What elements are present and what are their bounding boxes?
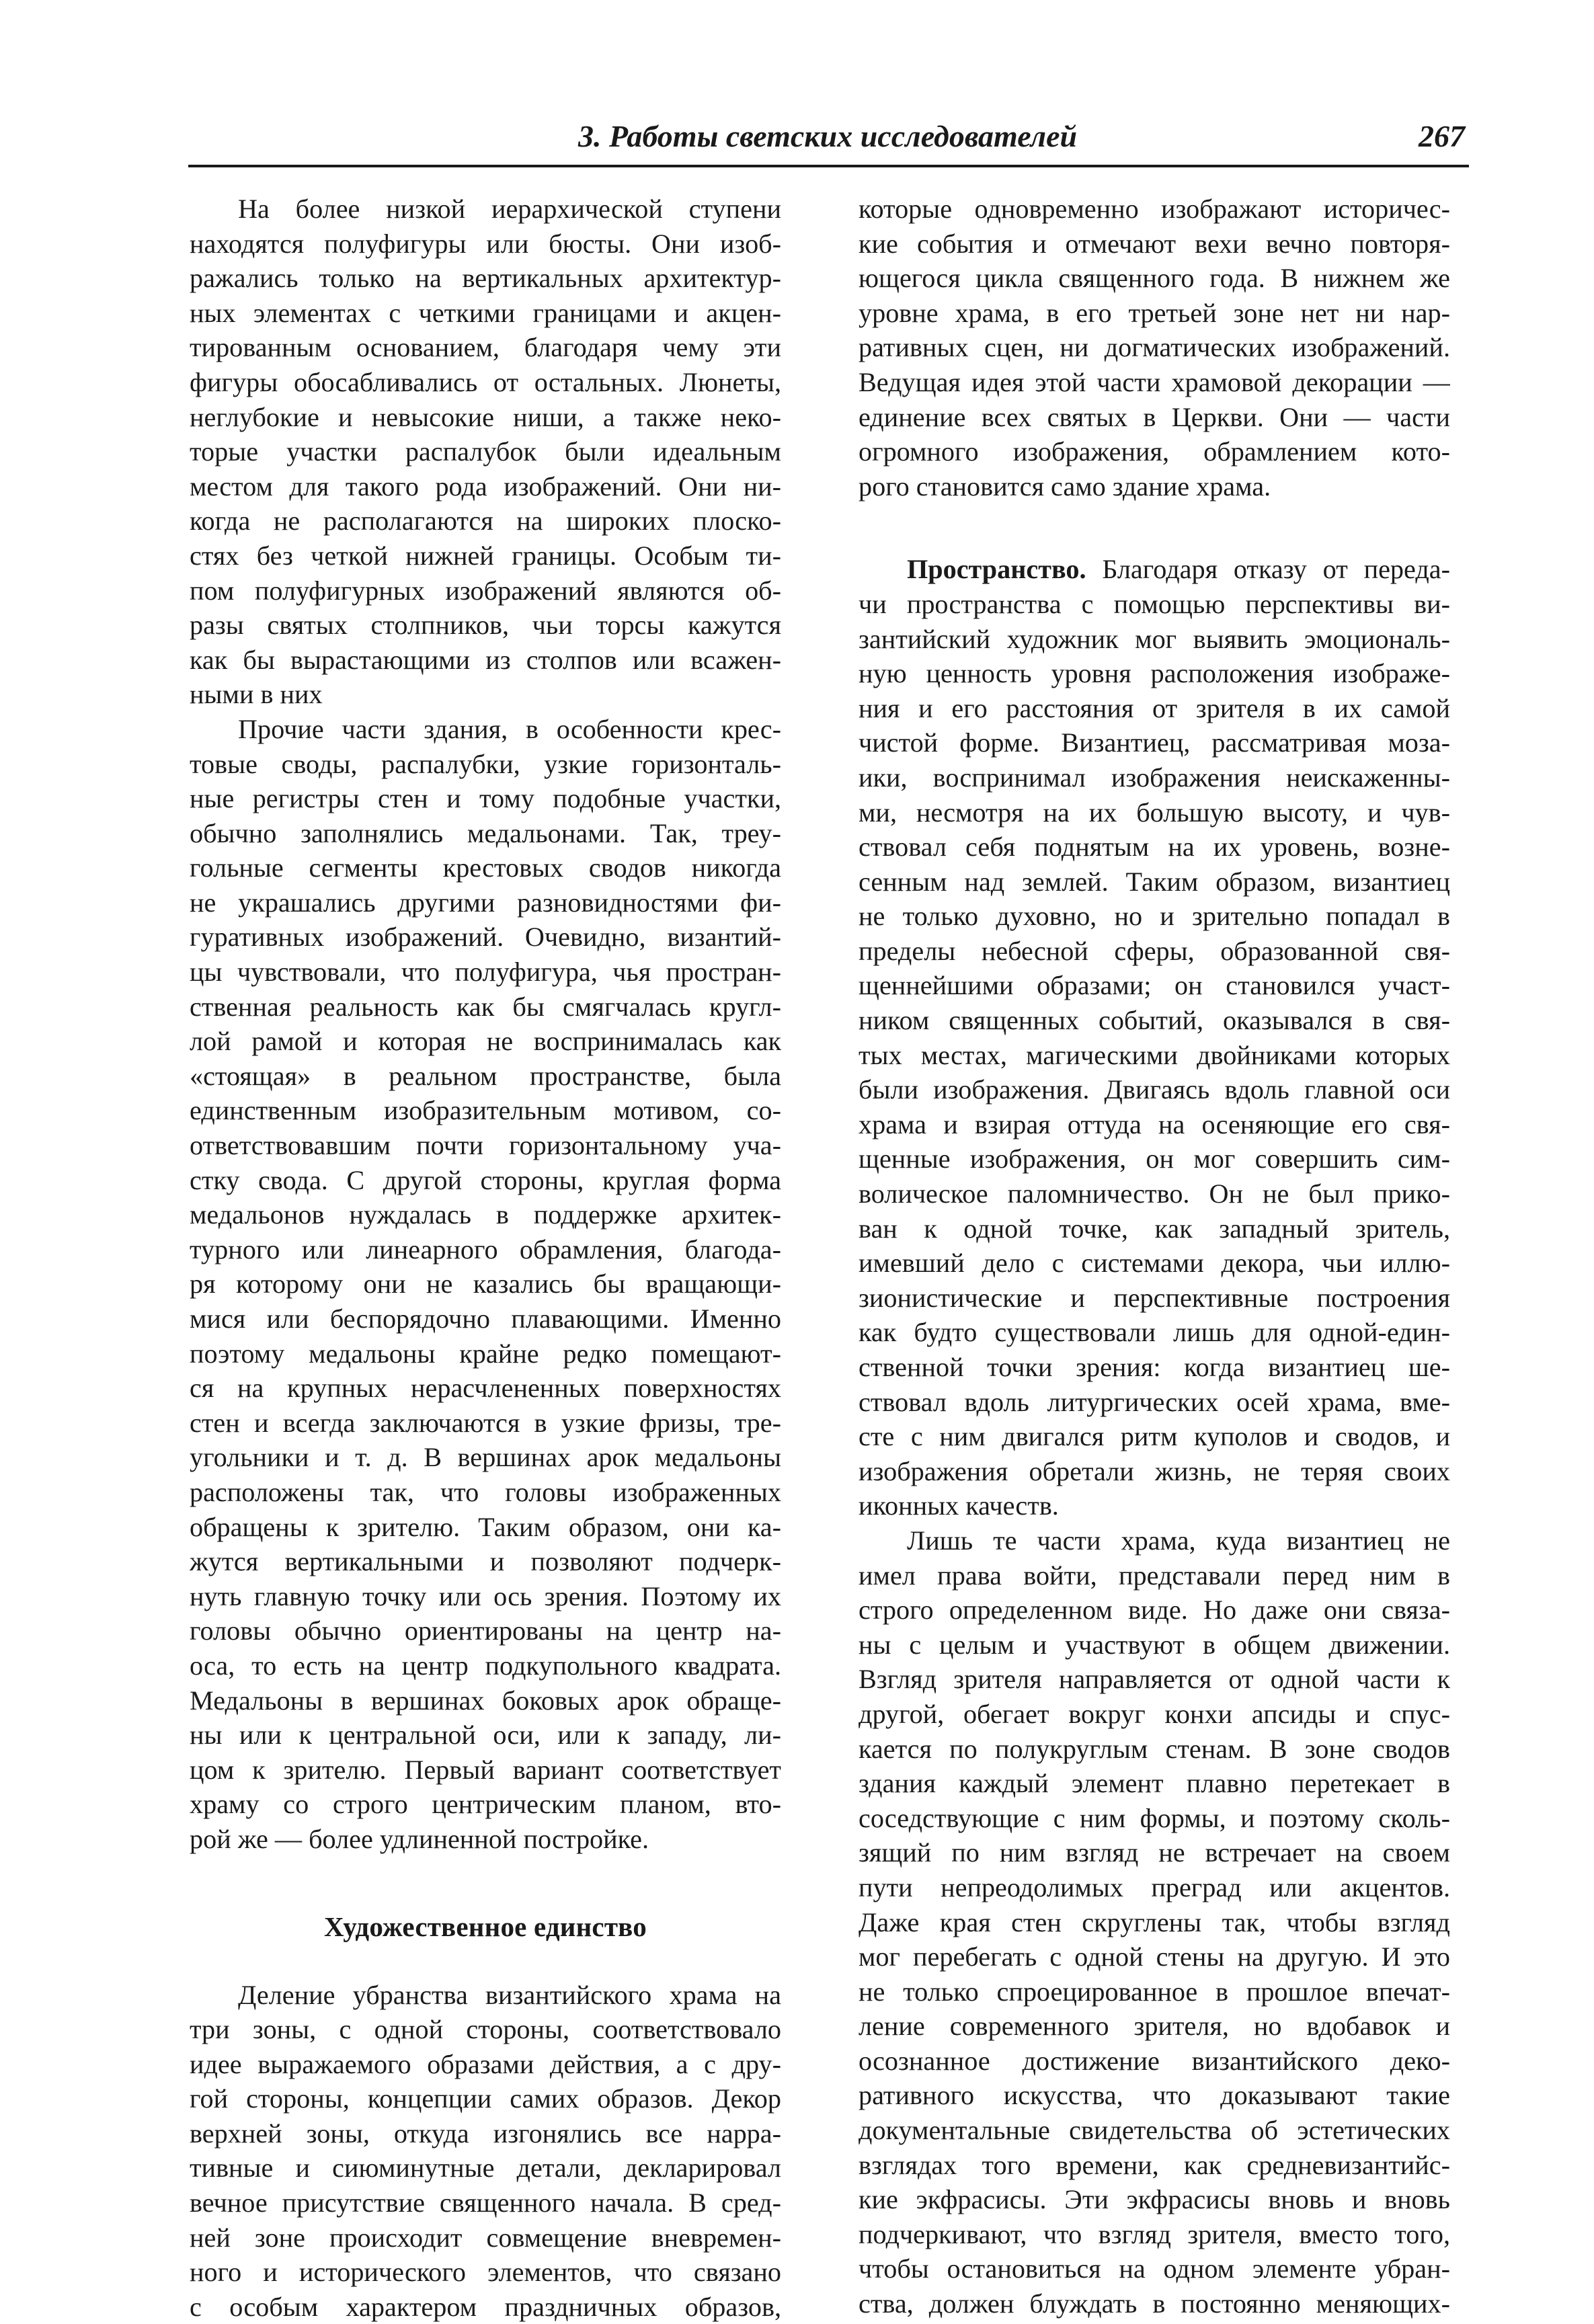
text-line: [859, 552, 1450, 587]
text-line: ление современного зрителя, но вдобавок и: [859, 2009, 1450, 2044]
text-line: сте с ним двигался ритм куполов и сводов, и: [859, 1419, 1450, 1454]
text-line: идее выражаемого образами действия, а с дру-: [190, 2047, 781, 2082]
text-line: кие события и отмечают вехи вечно повторя-: [859, 227, 1450, 262]
text-line: ики, воспринимал изображения неискаженны-: [859, 760, 1450, 795]
text-line: ся на крупных нерасчлененных поверхностях: [190, 1371, 781, 1406]
text-line: ми, несмотря на их большую высоту, и чув-: [859, 795, 1450, 830]
text-line: изображения обретали жизнь, не теряя своих: [859, 1454, 1450, 1489]
paragraph: [859, 1523, 1450, 2321]
text-line: кие экфрасисы. Эти экфрасисы вновь и вновь: [859, 2182, 1450, 2217]
paragraph: [190, 1978, 781, 2324]
text-line: тивные и сиюминутные детали, декларировал: [190, 2151, 781, 2186]
text-line: пути непреодолимых преград или акцентов.: [859, 1870, 1450, 1905]
text-line: взглядах того времени, как средневизантийс-: [859, 2148, 1450, 2183]
text-line: ответствовавшим почти горизонтальному уча-: [190, 1128, 781, 1163]
text-line: ны или к центральной оси, или к западу, ли-: [190, 1718, 781, 1753]
text-line: кается по полукруглым стенам. В зоне сводов: [859, 1732, 1450, 1767]
spacer: [190, 1948, 781, 1978]
text-line: ря которому они не казались бы вращающи-: [190, 1267, 781, 1301]
section-heading: Художественное единство: [190, 1905, 781, 1948]
text-line: стен и всегда заключаются в узкие фризы, тре-: [190, 1406, 781, 1441]
text-line: головы обычно ориентированы на центр на-: [190, 1613, 781, 1648]
text-line: разы святых столпников, чьи торсы кажутся: [190, 608, 781, 643]
text-line: не только спроецированное в прошлое впечат-: [859, 1974, 1450, 2009]
text-line: ния и его расстояния от зрителя в их самой: [859, 691, 1450, 726]
text-line: сенным над землей. Таким образом, византиец: [859, 865, 1450, 899]
text-line: строго определенном виде. Но даже они связа-: [859, 1593, 1450, 1628]
text-line: Прочие части здания, в особенности крес-: [190, 712, 781, 747]
text-line: пределы небесной сферы, образованной свя-: [859, 934, 1450, 969]
text-line: поэтому медальоны крайне редко помещают-: [190, 1336, 781, 1371]
text-line: единение всех святых в Церкви. Они — части: [859, 400, 1450, 435]
text-line: ства, должен блуждать в постоянно меняющих-: [859, 2286, 1450, 2321]
text-line: рого становится само здание храма.: [859, 469, 1450, 504]
text-line: товые своды, распалубки, узкие горизонталь-: [190, 747, 781, 782]
text-line: ствовал вдоль литургических осей храма, вме-: [859, 1385, 1450, 1420]
text-line: находятся полуфигуры или бюсты. Они изоб-: [190, 227, 781, 262]
text-line: ных элементах с четкими границами и акцен-: [190, 296, 781, 331]
text-line: щенные изображения, он мог совершить сим-: [859, 1141, 1450, 1176]
text-line: документальные свидетельства об эстетических: [859, 2113, 1450, 2148]
text-line: храму со строго центрическим планом, вто-: [190, 1787, 781, 1822]
text-line: ственной точки зрения: когда византиец ше-: [859, 1350, 1450, 1385]
text-line: Деление убранства византийского храма на: [190, 1978, 781, 2013]
page-number: 267: [1419, 116, 1465, 157]
text-line: другой, обегает вокруг конхи апсиды и спус-: [859, 1697, 1450, 1732]
text-line: которые одновременно изображают историчес-: [859, 192, 1450, 227]
text-line: лой рамой и которая не воспринималась как: [190, 1024, 781, 1059]
runin-heading: Пространство.: [907, 554, 1086, 584]
text-line: ны с целым и участвуют в общем движении.: [859, 1628, 1450, 1662]
text-line: «стоящая» в реальном пространстве, была: [190, 1059, 781, 1094]
text-line: когда не располагаются на широких плоско-: [190, 504, 781, 538]
text-line: ющегося цикла священного года. В нижнем же: [859, 261, 1450, 296]
text-line: местом для такого рода изображений. Они ни-: [190, 469, 781, 504]
text-line: имевший дело с системами декора, чьи иллю-: [859, 1246, 1450, 1281]
spacer: [190, 1857, 781, 1905]
running-title: 3. Работы светских исследователей: [578, 116, 1077, 157]
text-line: ней зоне происходит совмещение вневремен-: [190, 2220, 781, 2255]
text-line: пом полуфигурных изображений являются об-: [190, 573, 781, 608]
text-line: Взгляд зрителя направляется от одной части к: [859, 1662, 1450, 1697]
text-line: мися или беспорядочно плавающими. Именно: [190, 1301, 781, 1336]
text-line: ные регистры стен и тому подобные участки,: [190, 781, 781, 816]
text-line: обращены к зрителю. Таким образом, они ка-: [190, 1510, 781, 1545]
text-line: уровне храма, в его третьей зоне нет ни нар-: [859, 296, 1450, 331]
text-line: гольные сегменты крестовых сводов никогда: [190, 850, 781, 885]
text-line: Лишь те части храма, куда византиец не: [859, 1523, 1450, 1558]
text-line: тированным основанием, благодаря чему эти: [190, 330, 781, 365]
text-line: жутся вертикальными и позволяют подчерк-: [190, 1544, 781, 1579]
paragraph: [190, 712, 781, 1857]
text-line: ного и исторического элементов, что связано: [190, 2255, 781, 2290]
text-line: ративного искусства, что доказывают такие: [859, 2078, 1450, 2113]
running-head: [188, 111, 1469, 167]
right-column: [859, 192, 1450, 2321]
text-line: зионистические и перспективные построения: [859, 1281, 1450, 1316]
text-line: Ведущая идея этой части храмовой декорации —: [859, 365, 1450, 400]
text-line: чистой форме. Византиец, рассматривая моза-: [859, 725, 1450, 760]
text-line: не только духовно, но и зрительно попадал в: [859, 899, 1450, 934]
left-column: [190, 192, 781, 2324]
text-line: ником священных событий, оказывался в свя-: [859, 1003, 1450, 1038]
text-line: не украшались другими разновидностями фи-: [190, 885, 781, 920]
text-line: медальонов нуждалась в поддержке архитек-: [190, 1197, 781, 1232]
text-line: фигуры обосабливались от остальных. Люнеты,: [190, 365, 781, 400]
text-line: Медальоны в вершинах боковых арок обраще-: [190, 1683, 781, 1718]
paragraph: [859, 552, 1450, 1523]
text-line: три зоны, с одной стороны, соответствовало: [190, 2012, 781, 2047]
text-line: гуративных изображений. Очевидно, византий-: [190, 920, 781, 955]
text-line: здания каждый элемент плавно перетекает в: [859, 1766, 1450, 1801]
text-line: как будто существовали лишь для одной-един-: [859, 1315, 1450, 1350]
text-line: с особым характером праздничных образов,: [190, 2290, 781, 2324]
text-line: имел права войти, представали перед ним в: [859, 1558, 1450, 1593]
text-line: соседствующие с ним формы, и поэтому сколь-: [859, 1801, 1450, 1836]
text-fragment: Благодаря отказу от переда-: [1086, 554, 1450, 584]
text-line: как бы вырастающими из столпов или всажен-: [190, 643, 781, 678]
text-line: зящий по ним взгляд не встречает на своем: [859, 1835, 1450, 1870]
text-line: На более низкой иерархической ступени: [190, 192, 781, 227]
text-line: щеннейшими образами; он становился участ-: [859, 968, 1450, 1003]
text-line: ствовал себя поднятым на их уровень, возне-: [859, 830, 1450, 865]
text-line: чтобы остановиться на одном элементе убран-: [859, 2251, 1450, 2286]
text-line: единственным изобразительным мотивом, со-: [190, 1093, 781, 1128]
paragraph: [190, 192, 781, 712]
text-line: оса, то есть на центр подкупольного квадрата.: [190, 1648, 781, 1683]
text-line: вечное присутствие священного начала. В сред-: [190, 2186, 781, 2220]
text-line: ражались только на вертикальных архитектур-: [190, 261, 781, 296]
text-line: волическое паломничество. Он не был прико-: [859, 1176, 1450, 1211]
text-line: были изображения. Двигаясь вдоль главной оси: [859, 1072, 1450, 1107]
text-line: ван к одной точке, как западный зритель,: [859, 1211, 1450, 1246]
text-line: зантийский художник мог выявить эмоциональ-: [859, 622, 1450, 657]
text-line: тых местах, магическими двойниками которых: [859, 1038, 1450, 1073]
text-line: торые участки распалубок были идеальным: [190, 434, 781, 469]
text-line: ственная реальность как бы смягчалась кругл-: [190, 990, 781, 1025]
text-line: нуть главную точку или ось зрения. Поэтому их: [190, 1579, 781, 1614]
text-line: цы чувствовали, что полуфигура, чья простран-: [190, 955, 781, 990]
text-line: Даже края стен скруглены так, чтобы взгляд: [859, 1905, 1450, 1940]
text-line: стку свода. С другой стороны, круглая форма: [190, 1163, 781, 1198]
text-line: иконных качеств.: [859, 1488, 1450, 1523]
text-line: огромного изображения, обрамлением кото-: [859, 434, 1450, 469]
spacer: [859, 504, 1450, 552]
text-line: расположены так, что головы изображенных: [190, 1475, 781, 1510]
text-line: ную ценность уровня расположения изображе-: [859, 656, 1450, 691]
text-line: обычно заполнялись медальонами. Так, треу-: [190, 816, 781, 851]
text-line: чи пространства с помощью перспективы ви-: [859, 587, 1450, 622]
paragraph: [859, 192, 1450, 504]
text-line: турного или линеарного обрамления, благода-: [190, 1232, 781, 1267]
text-line: рой же — более удлиненной постройке.: [190, 1822, 781, 1857]
text-line: верхней зоны, откуда изгонялись все нарра-: [190, 2116, 781, 2151]
text-line: неглубокие и невысокие ниши, а также неко-: [190, 400, 781, 435]
text-line: стях без четкой нижней границы. Особым ти-: [190, 538, 781, 573]
text-line: гой стороны, концепции самих образов. Декор: [190, 2081, 781, 2116]
text-line: мог перебегать с одной стены на другую. И это: [859, 1939, 1450, 1974]
text-line: цом к зрителю. Первый вариант соответствует: [190, 1753, 781, 1788]
text-line: осознанное достижение византийского деко-: [859, 2044, 1450, 2079]
text-line: храма и взирая оттуда на осеняющие его свя-: [859, 1107, 1450, 1142]
text-line: ративных сцен, ни догматических изображений.: [859, 330, 1450, 365]
text-line: угольники и т. д. В вершинах арок медальоны: [190, 1440, 781, 1475]
text-line: ными в них: [190, 677, 781, 712]
text-line: подчеркивают, что взгляд зрителя, вместо того,: [859, 2217, 1450, 2252]
